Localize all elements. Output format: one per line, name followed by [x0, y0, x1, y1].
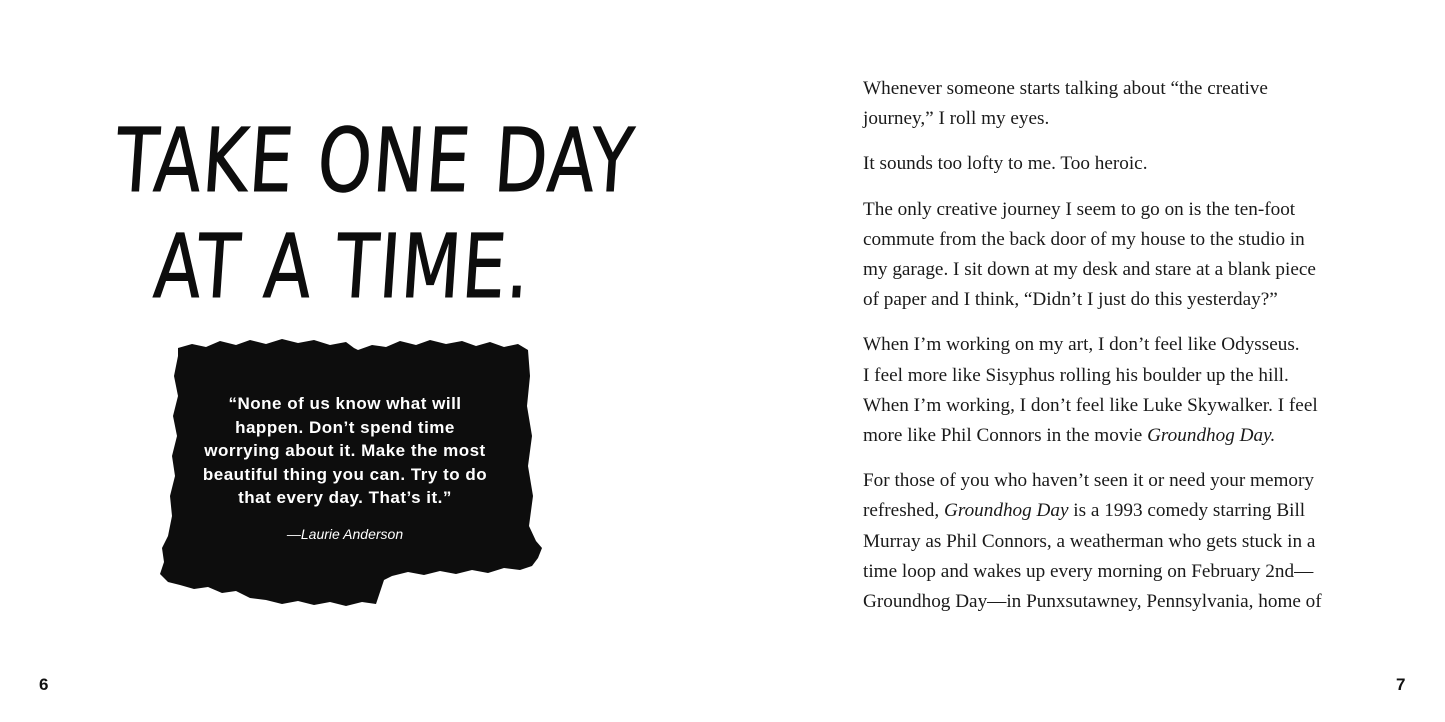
headline-line-2: AT A TIME.	[150, 215, 535, 318]
text-line: Groundhog Day—in Punxsutawney, Pennsylvania, home of	[863, 591, 1322, 613]
text-segment: is a 1993 comedy starring Bill	[1068, 500, 1306, 522]
quote-line: happen. Don’t spend time	[235, 417, 455, 437]
text-line: journey,” I roll my eyes.	[863, 108, 1050, 130]
text-line	[863, 496, 1333, 526]
headline-line-1: TAKE ONE DAY	[112, 109, 639, 212]
quote-text	[190, 392, 500, 510]
movie-title: Groundhog Day	[943, 500, 1069, 522]
text-segment: more like Phil Connors in the movie	[863, 425, 1148, 447]
text-line: It sounds too lofty to me. Too heroic.	[863, 153, 1148, 175]
quote-line: beautiful thing you can. Try to do	[202, 464, 488, 484]
page-number-left: 6	[39, 675, 49, 694]
quote-line: “None of us know what will	[228, 394, 462, 413]
text-line: Murray as Phil Connors, a weatherman who gets stuck in a	[863, 530, 1316, 552]
text-line: When I’m working, I don’t feel like Luke Skywalker. I feel	[863, 394, 1318, 416]
text-segment: refreshed,	[863, 500, 944, 522]
quote-block	[158, 336, 548, 608]
text-line	[863, 421, 1333, 451]
text-line: my garage. I sit down at my desk and stare at a blank piece	[863, 259, 1316, 281]
text-line: Whenever someone starts talking about “the creative	[863, 78, 1268, 99]
paragraph	[863, 149, 1333, 179]
text-line: For those of you who haven’t seen it or need your memory	[863, 470, 1314, 492]
text-line: commute from the back door of my house to the studio in	[863, 228, 1305, 250]
body-text	[863, 74, 1333, 632]
text-line: time loop and wakes up every morning on February 2nd—	[863, 560, 1314, 582]
quote-line: worrying about it. Make the most	[204, 441, 486, 460]
quote-line: that every day. That’s it.”	[238, 488, 452, 507]
text-line: I feel more like Sisyphus rolling his boulder up the hill.	[863, 364, 1289, 386]
paragraph	[863, 466, 1333, 617]
text-line: of paper and I think, “Didn’t I just do this yesterday?”	[863, 289, 1278, 311]
movie-title: Groundhog Day.	[1147, 425, 1276, 447]
page-number-right: 7	[1396, 675, 1406, 694]
paragraph	[863, 195, 1333, 316]
quote-attribution: —Laurie Anderson	[286, 526, 404, 542]
paragraph	[863, 74, 1333, 134]
headline	[106, 108, 639, 320]
text-line: When I’m working on my art, I don’t feel like Odysseus.	[863, 334, 1300, 356]
text-line: The only creative journey I seem to go on is the ten-foot	[863, 198, 1296, 220]
paragraph	[863, 330, 1333, 451]
